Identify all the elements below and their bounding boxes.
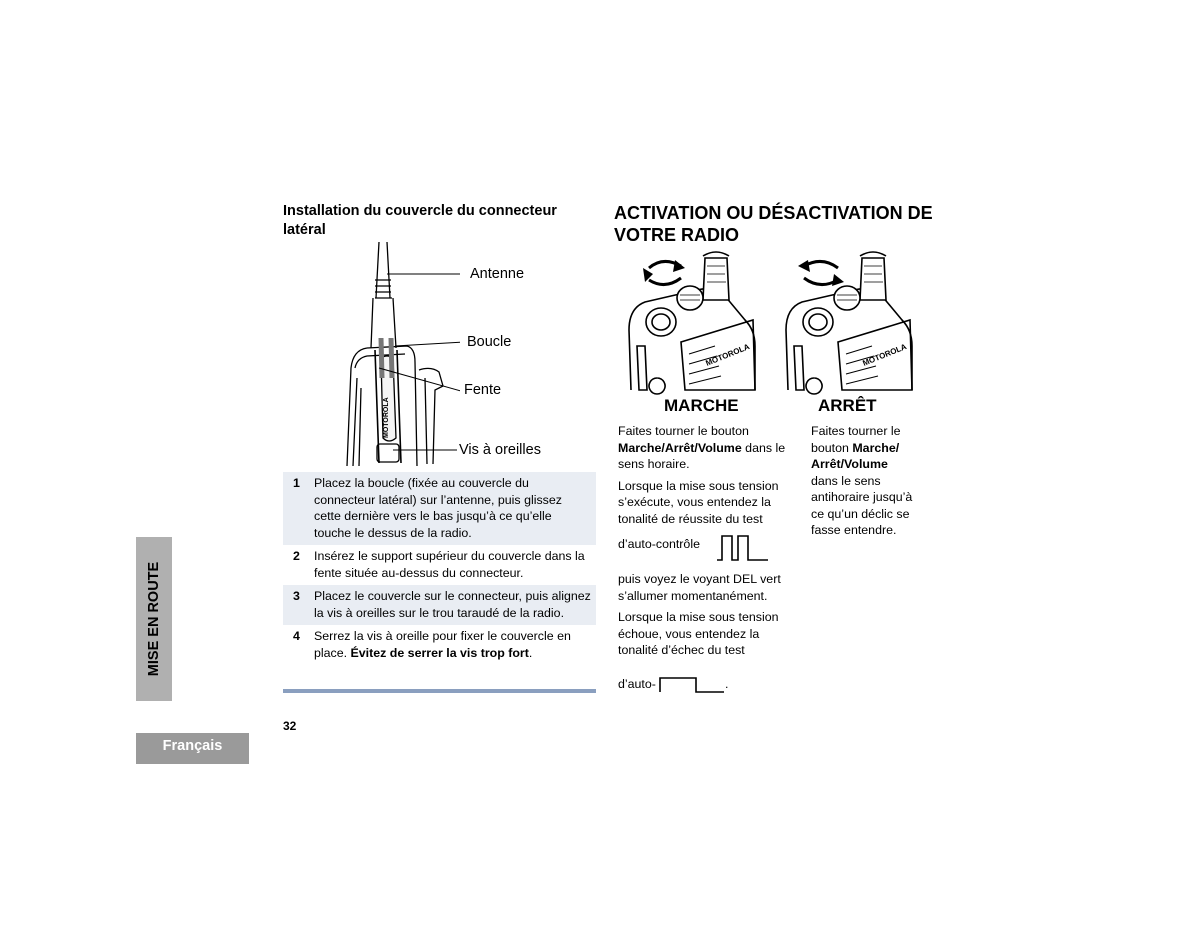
on-para-3: d’auto-contrôle [618, 537, 700, 551]
sidebar-label: MISE EN ROUTE [146, 561, 162, 677]
on-instructions [618, 423, 793, 532]
table-bottom-rule [283, 689, 596, 693]
step-text: Serrez la vis à oreille pour fixer le couvercle en place. Évitez de serrer la vis trop fort. [314, 629, 571, 660]
on-para-4: puis voyez le voyant DEL vert s’allumer momentanément. [618, 572, 781, 603]
language-tab: Français [136, 733, 249, 764]
label-loop: Boucle [467, 334, 512, 350]
step-number: 3 [293, 589, 300, 603]
radio-on-illustration [625, 250, 765, 396]
failure-tone-icon [658, 676, 728, 694]
step-number: 2 [293, 549, 300, 563]
on-instructions-cont [618, 571, 793, 664]
step-text: Placez le couvercle sur le connecteur, puis alignez la vis à oreilles sur le trou taraudé de la radio. [314, 589, 591, 620]
motorola-logo: MOTOROLA [704, 342, 751, 368]
section-sidebar-tab [136, 537, 172, 701]
on-para-1: Faites tourner le bouton Marche/Arrêt/Volume dans le sens horaire. [618, 424, 786, 471]
motorola-logo: MOTOROLA [383, 397, 390, 438]
step-warning: Évitez de serrer la vis trop fort [350, 645, 529, 660]
label-antenna: Antenne [470, 266, 525, 282]
off-instructions [811, 423, 926, 539]
step-text: Insérez le support supérieur du couvercle dans la fente située au-dessus du connecteur. [314, 549, 585, 580]
on-label: MARCHE [664, 396, 739, 415]
step-row [283, 625, 596, 665]
on-para-6: d’auto- [618, 677, 656, 691]
page-heading: ACTIVATION OU DÉSACTIVATION DE VOTRE RADIO [614, 203, 933, 245]
off-line-3: Arrêt/Volume [811, 457, 888, 471]
step-row [283, 472, 596, 545]
step-text: Placez la boucle (fixée au couvercle du connecteur latéral) sur l’antenne, puis glissez cette dernière vers le bas jusqu’à ce qu’elle touche le dessus de la radio. [314, 476, 562, 540]
off-label: ARRÊT [818, 396, 877, 415]
step-number: 1 [293, 476, 300, 490]
radio-off-illustration [782, 250, 922, 396]
step-number: 4 [293, 629, 300, 643]
section-title: Installation du couvercle du connecteur latéral [283, 203, 557, 238]
success-tone-icon [716, 534, 770, 562]
motorola-logo: MOTOROLA [861, 342, 908, 368]
steps-table [283, 472, 596, 665]
side-connector-figure [335, 238, 460, 468]
label-slot: Fente [464, 382, 502, 398]
off-line-1: Faites tourner le [811, 424, 901, 438]
step-row [283, 545, 596, 585]
on-para-5: Lorsque la mise sous tension échoue, vous entendez la tonalité d’échec du test [618, 610, 779, 657]
page-number: 32 [283, 719, 297, 733]
off-line-2: bouton Marche/ [811, 440, 900, 455]
on-para-2: Lorsque la mise sous tension s’exécute, vous entendez la tonalité de réussite du test [618, 478, 779, 526]
step-row [283, 585, 596, 625]
on-para-6-end: . [725, 677, 729, 691]
off-line-4: dans le sens antihoraire jusqu’à ce qu’un déclic se fasse entendre. [811, 473, 913, 537]
label-thumbscrew: Vis à oreilles [459, 442, 541, 458]
